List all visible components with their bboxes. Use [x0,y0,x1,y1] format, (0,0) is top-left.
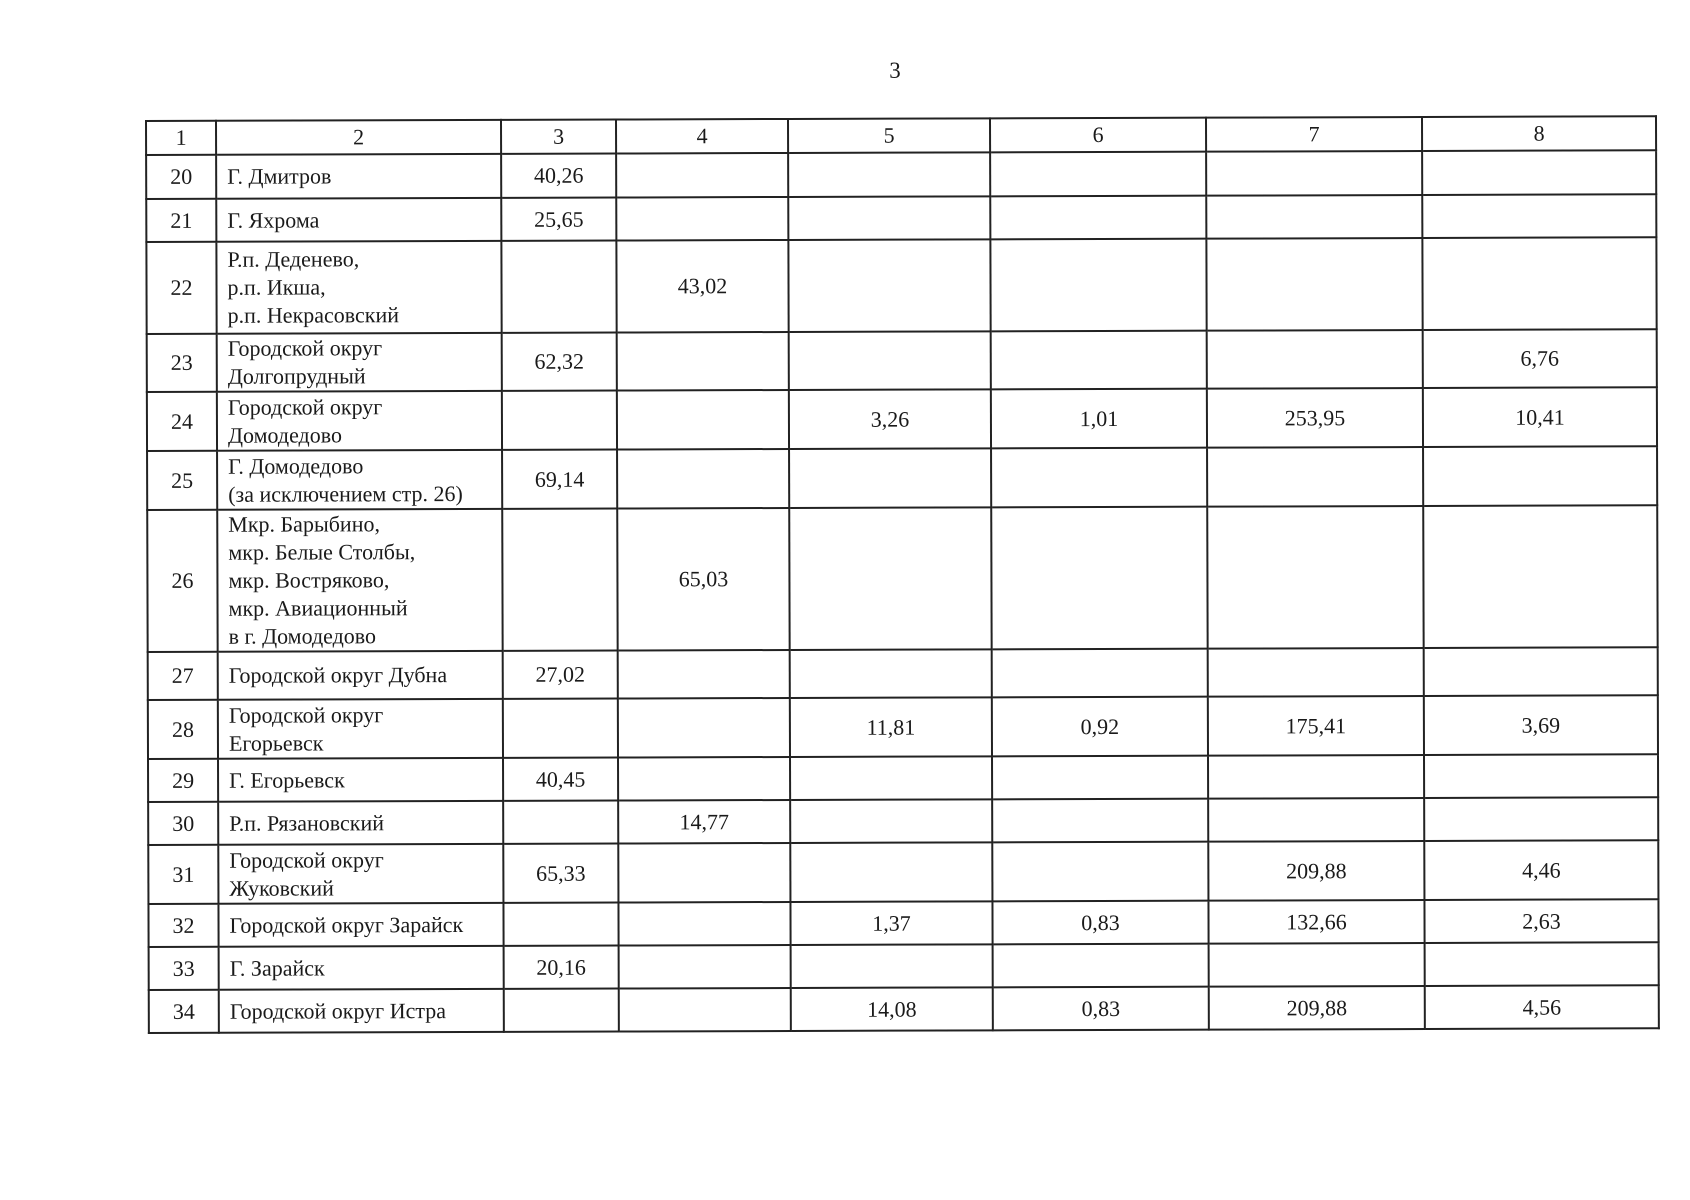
value-cell-col3 [501,241,616,333]
value-cell-col3 [503,699,618,758]
value-cell-col8 [1422,150,1656,195]
value-cell-col7 [1206,195,1422,239]
value-cell-col3 [504,989,619,1032]
row-number: 24 [147,392,217,451]
municipality-name [216,154,501,199]
column-header: 6 [990,118,1206,153]
value-cell-col5: 1,37 [790,901,992,945]
value-cell-col8: 6,76 [1423,329,1657,388]
municipality-name [217,450,502,510]
value-cell-col8: 2,63 [1424,899,1658,943]
municipality-name-line: мкр. Белые Столбы, [228,539,416,565]
value-cell-col4: 14,77 [618,800,790,844]
value-cell-col3 [502,391,617,450]
value-cell-col4 [619,945,791,989]
value-cell-col5 [790,799,992,843]
value-cell-col3: 25,65 [501,198,616,241]
value-cell-col6: 0,83 [992,901,1208,945]
value-cell-col5 [788,196,990,240]
row-number: 34 [149,990,219,1033]
municipality-name-line: Долгопрудный [227,363,366,389]
municipality-name [218,844,503,904]
value-cell-col6 [990,152,1206,197]
value-cell-col3: 69,14 [502,450,617,509]
municipality-name [218,758,503,802]
value-cell-col5: 14,08 [791,987,993,1031]
table-row [148,647,1658,700]
value-cell-col5 [790,842,992,902]
value-cell-col6 [991,331,1207,390]
value-cell-col5 [788,239,990,332]
value-cell-col7 [1208,755,1424,799]
table-row [148,899,1658,947]
value-cell-col6 [991,448,1207,508]
value-cell-col4 [617,332,789,391]
value-cell-col6 [990,239,1206,332]
municipality-name-line: (за исключением стр. 26) [228,480,463,507]
municipality-name-line: мкр. Авиационный [228,595,408,621]
row-number: 32 [148,904,218,947]
table-row [147,387,1657,451]
value-cell-col7 [1206,151,1422,196]
value-cell-col6: 0,83 [993,987,1209,1031]
value-cell-col4 [618,698,790,758]
value-cell-col8: 10,41 [1423,387,1657,447]
municipality-name-line: Г. Зарайск [229,954,325,981]
municipality-name [216,198,501,242]
value-cell-col7: 209,88 [1208,841,1424,901]
value-cell-col8 [1424,754,1658,798]
row-number: 21 [146,199,216,242]
value-cell-col6 [993,944,1209,988]
value-cell-col3: 20,16 [504,946,619,989]
value-cell-col5 [789,507,991,650]
column-header: 3 [501,120,616,154]
table-row [147,446,1657,510]
value-cell-col3: 62,32 [502,333,617,391]
municipality-name [217,391,502,451]
municipality-name-line: Городской округ [227,393,383,420]
table-row [149,942,1659,990]
value-cell-col3: 40,45 [503,758,618,801]
value-cell-col7 [1207,330,1423,389]
value-cell-col7: 175,41 [1208,696,1424,756]
value-cell-col8: 3,69 [1424,695,1658,755]
value-cell-col8 [1423,505,1657,648]
row-number: 23 [147,334,217,392]
row-number: 33 [149,947,219,990]
value-cell-col7 [1208,648,1424,697]
table-row [147,505,1657,652]
value-cell-col4: 65,03 [617,508,789,651]
value-cell-col7 [1206,238,1422,331]
value-cell-col6 [992,756,1208,800]
municipality-name-line: Жуковский [229,874,334,901]
value-cell-col8: 4,46 [1424,840,1658,900]
column-header: 8 [1422,116,1656,151]
municipality-name-line: Мкр. Барыбино, [228,511,380,537]
value-cell-col5: 3,26 [789,389,991,449]
municipality-name [216,241,501,334]
value-cell-col3: 40,26 [501,154,616,198]
value-cell-col7 [1207,447,1423,507]
table-row [147,329,1657,392]
value-cell-col7 [1207,506,1423,649]
municipality-name [218,903,503,947]
value-cell-col8 [1425,942,1659,986]
municipality-name [217,509,502,652]
row-number: 20 [146,155,216,199]
municipality-name-line: р.п. Икша, [227,274,326,300]
value-cell-col8 [1422,194,1656,238]
value-cell-col5 [790,756,992,800]
municipality-name-line: Г. Егорьевск [229,766,345,793]
row-number: 26 [147,510,217,652]
value-cell-col8 [1423,446,1657,506]
table-row [146,237,1656,334]
table-row [148,695,1658,759]
tariff-table [145,115,1660,1034]
municipality-name [219,946,504,990]
value-cell-col8 [1424,797,1658,841]
value-cell-col8: 4,56 [1425,985,1659,1029]
value-cell-col6: 0,92 [992,697,1208,757]
municipality-name-line: Городской округ [227,335,383,361]
municipality-name-line: Городской округ [228,701,384,728]
value-cell-col3 [503,903,618,946]
municipality-name-line: Городской округ Дубна [228,662,448,688]
value-cell-col8 [1422,237,1656,330]
row-number: 27 [148,652,218,700]
value-cell-col4: 43,02 [616,240,788,333]
municipality-name-line: Р.п. Рязановский [229,809,385,836]
row-number: 31 [148,845,218,904]
table-row [148,797,1658,845]
value-cell-col3: 65,33 [503,844,618,903]
row-number: 29 [148,759,218,802]
value-cell-col5 [791,944,993,988]
table-row [148,754,1658,802]
municipality-name-line: Р.п. Деденево, [227,246,360,272]
header-row [146,116,1656,155]
municipality-name-line: Городской округ Зарайск [229,911,464,938]
value-cell-col4 [617,449,789,509]
value-cell-col4 [616,197,788,241]
municipality-name [219,989,504,1033]
municipality-name [218,801,503,845]
row-number: 25 [147,451,217,510]
value-cell-col3: 27,02 [503,651,618,699]
municipality-name-line: р.п. Некрасовский [227,302,400,328]
value-cell-col8 [1424,647,1658,696]
municipality-name-line: мкр. Востряково, [228,567,390,593]
page-number: 3 [889,58,901,83]
value-cell-col5 [789,331,991,390]
value-cell-col3 [502,509,617,651]
table-row [148,840,1658,904]
value-cell-col4 [619,988,791,1032]
value-cell-col4 [618,902,790,946]
column-header: 2 [216,120,501,155]
value-cell-col4 [618,650,790,699]
value-cell-col3 [503,801,618,844]
value-cell-col5 [788,152,990,197]
municipality-name-line: Егорьевск [228,729,324,756]
value-cell-col6 [990,196,1206,240]
municipality-name [218,651,503,700]
value-cell-col4 [618,757,790,801]
table-row [146,150,1656,199]
municipality-name [218,699,503,759]
value-cell-col7: 132,66 [1208,900,1424,944]
municipality-name-line: Г. Дмитров [227,163,332,189]
municipality-name-line: Г. Яхрома [227,206,320,233]
value-cell-col6 [992,649,1208,698]
value-cell-col7 [1209,943,1425,987]
value-cell-col4 [618,843,790,903]
value-cell-col7: 209,88 [1209,986,1425,1030]
municipality-name [217,333,502,392]
column-header: 5 [788,118,990,153]
value-cell-col6: 1,01 [991,389,1207,449]
column-header: 1 [146,121,216,155]
row-number: 22 [146,242,216,334]
value-cell-col6 [992,799,1208,843]
value-cell-col6 [992,842,1208,902]
row-number: 28 [148,700,218,759]
municipality-name-line: в г. Домодедово [228,623,377,649]
value-cell-col5: 11,81 [790,697,992,757]
value-cell-col4 [616,153,788,198]
value-cell-col5 [789,448,991,508]
value-cell-col7: 253,95 [1207,388,1423,448]
value-cell-col4 [617,390,789,450]
table-row [146,194,1656,242]
value-cell-col7 [1208,798,1424,842]
municipality-name-line: Городской округ Истра [229,997,447,1024]
table-row [149,985,1659,1033]
municipality-name-line: Г. Домодедово [228,452,364,479]
row-number: 30 [148,802,218,845]
value-cell-col5 [790,649,992,698]
column-header: 4 [616,119,788,154]
column-header: 7 [1206,117,1422,152]
municipality-name-line: Городской округ [229,846,384,873]
municipality-name-line: Домодедово [227,421,343,448]
value-cell-col6 [991,507,1207,650]
